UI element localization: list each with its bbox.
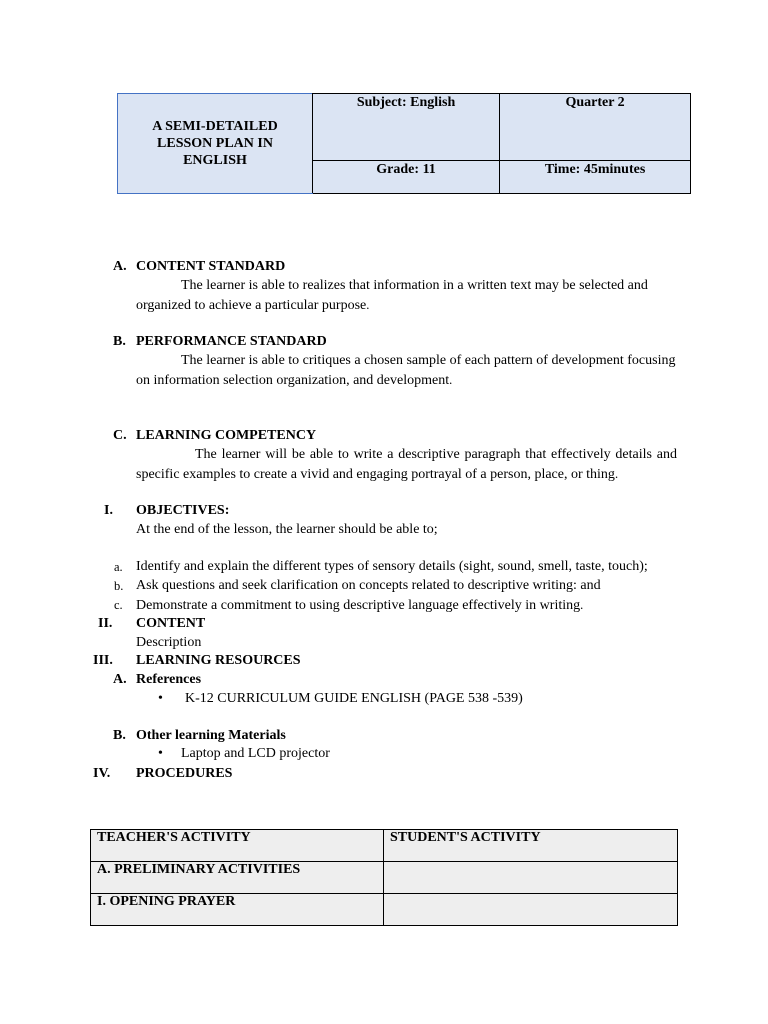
references-heading: References	[136, 672, 202, 687]
objective-item-text: Demonstrate a commitment to using descriptive language effectively in writing	[136, 598, 581, 613]
performance-standard-line2	[136, 371, 452, 390]
objectives-numeral: I.	[104, 503, 113, 518]
activity-table	[90, 829, 678, 926]
objective-item: Ask questions and seek clarification on concepts related to descriptive writing: and	[136, 578, 601, 593]
lesson-header-table	[117, 93, 691, 194]
procedures-numeral: IV.	[93, 766, 111, 781]
content-standard-line2	[136, 296, 369, 315]
quarter-cell: Quarter 2	[500, 94, 691, 161]
table-row	[91, 862, 678, 894]
subject-cell: Subject: English	[313, 94, 500, 161]
other-materials-letter: B.	[113, 728, 126, 743]
objective-letter: a.	[114, 560, 123, 574]
performance-standard-line1: The learner is able to critiques a chosen sample of each pattern of development focusing	[181, 353, 676, 368]
learning-competency-letter: C.	[113, 428, 127, 443]
grade-cell: Grade: 11	[313, 161, 500, 194]
performance-standard-period: .	[449, 373, 453, 387]
content-standard-line1: The learner is able to realizes that information in a written text may be selected and	[181, 278, 648, 293]
content-standard-letter: A.	[113, 259, 127, 274]
performance-standard-letter: B.	[113, 334, 126, 349]
student-activity-header: STUDENT'S ACTIVITY	[384, 830, 678, 862]
table-row	[91, 894, 678, 926]
table-row	[91, 830, 678, 862]
content-heading: CONTENT	[136, 616, 206, 631]
performance-standard-heading: PERFORMANCE STANDARD	[136, 334, 327, 349]
content-standard-period: .	[366, 298, 370, 312]
teacher-activity-cell: I. OPENING PRAYER	[91, 894, 384, 926]
objectives-intro: At the end of the lesson, the learner should be able to;	[136, 522, 438, 537]
learning-competency-heading: LEARNING COMPETENCY	[136, 428, 317, 443]
learning-competency-text: specific examples to create a vivid and engaging portrayal of a person, place, or thing	[136, 467, 615, 482]
teacher-activity-header: TEACHER'S ACTIVITY	[91, 830, 384, 862]
objective-letter: b.	[114, 579, 124, 593]
student-activity-cell	[384, 862, 678, 894]
learning-resources-numeral: III.	[93, 653, 113, 668]
other-materials-item: Laptop and LCD projector	[181, 746, 330, 761]
other-materials-heading: Other learning Materials	[136, 728, 286, 743]
objective-item: Identify and explain the different types of sensory details (sight, sound, smell, taste, touch);	[136, 559, 648, 574]
objective-item-period: .	[580, 598, 584, 612]
objectives-heading: OBJECTIVES:	[136, 503, 230, 518]
objective-item	[136, 596, 583, 615]
objective-letter: c.	[114, 598, 123, 612]
bullet-icon: •	[158, 691, 163, 706]
content-standard-text: organized to achieve a particular purpose	[136, 298, 367, 313]
lesson-title-line: A SEMI-DETAILED	[152, 119, 278, 134]
bullet-icon: •	[158, 746, 163, 761]
content-standard-heading: CONTENT STANDARD	[136, 259, 286, 274]
performance-standard-text: on information selection organization, and development	[136, 373, 450, 388]
procedures-heading: PROCEDURES	[136, 766, 233, 781]
learning-competency-period: .	[614, 467, 619, 481]
references-item: K-12 CURRICULUM GUIDE ENGLISH (PAGE 538 -539)	[185, 691, 523, 706]
learning-competency-line1: The learner will be able to write a descriptive paragraph that effectively details and	[195, 447, 677, 462]
lesson-title-line: ENGLISH	[183, 153, 247, 168]
learning-competency-line2	[136, 465, 618, 484]
content-numeral: II.	[98, 616, 113, 631]
lesson-title-line: LESSON PLAN IN	[157, 136, 273, 151]
time-cell: Time: 45minutes	[500, 161, 691, 194]
learning-resources-heading: LEARNING RESOURCES	[136, 653, 301, 668]
references-letter: A.	[113, 672, 127, 687]
teacher-activity-cell: A. PRELIMINARY ACTIVITIES	[91, 862, 384, 894]
content-text: Description	[136, 635, 202, 650]
lesson-title-cell	[118, 94, 313, 194]
student-activity-cell	[384, 894, 678, 926]
